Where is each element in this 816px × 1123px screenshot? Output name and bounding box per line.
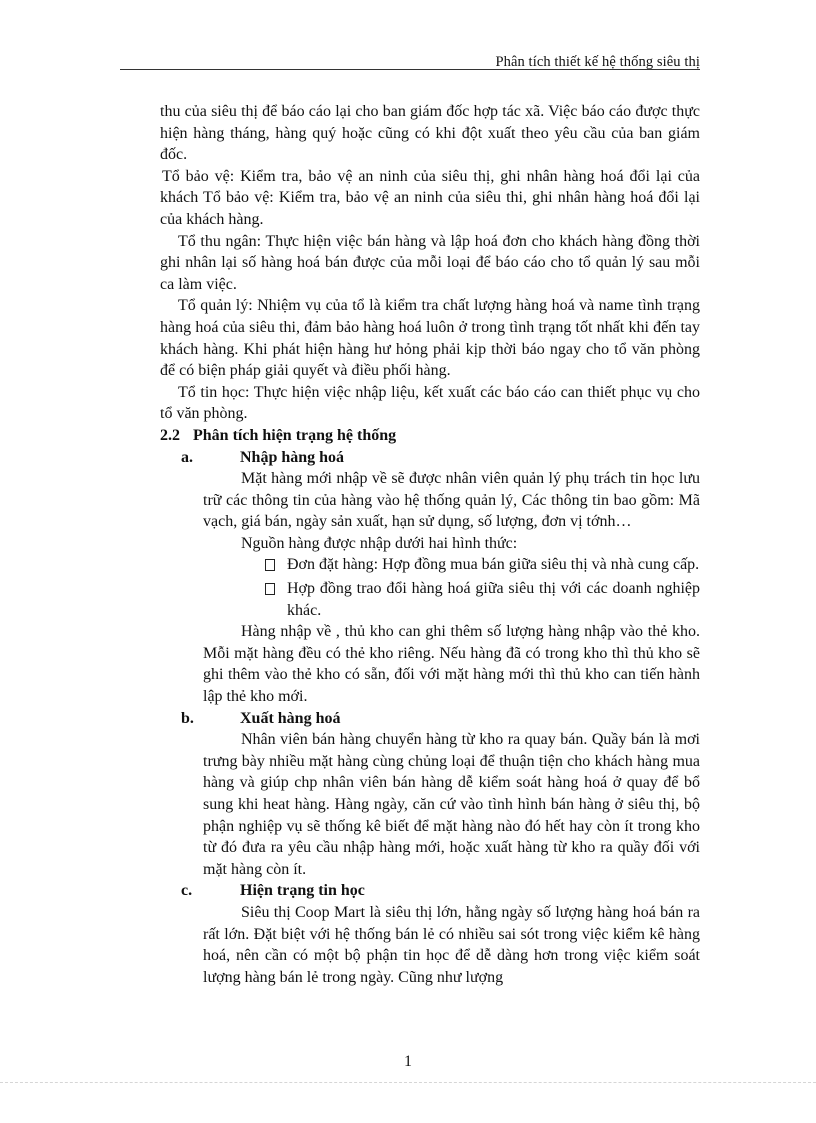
subsection-letter: b. [181,709,194,727]
intro-paragraph-1: thu của siêu thị để báo cáo lại cho ban giám đốc hợp tác xã. Việc báo cáo được thực hiện hàng tháng, hàng quý hoặc cũng có khi đột xuất theo yêu cầu của ban giám đốc. [160,103,700,164]
paragraph: Siêu thị Coop Mart là siêu thị lớn, hằng ngày số lượng hàng hoá bán ra rất lớn. Đặt biệt với hệ thống bán lẻ có nhiều sai sót trong việc kiểm kê hàng hoá, nên cần có một bộ phận tin học để dễ dàng hơn trong việc kiểm soát lượng hàng bán lẻ trong ngày. Cũng như lượng [203,903,700,986]
page-number: 1 [404,1053,412,1070]
list-item [265,554,700,578]
subsection-title: Xuất hàng hoá [240,709,341,727]
section-number: 2.2 [160,426,180,444]
paragraph: Hàng nhập về , thủ kho can ghi thêm số lượng hàng nhập vào thẻ kho. Mỗi mặt hàng đều có thẻ kho riêng. Nếu hàng đã có trong kho thì thủ kho sẽ ghi thêm vào thẻ kho có sẵn, đối với mặt hàng mới thì thủ kho can tiến hành lập thẻ kho mới. [203,623,700,706]
page-boundary-divider [0,1082,816,1083]
section-title: Phân tích hiện trạng hệ thống [193,426,397,444]
section-heading [160,425,700,447]
paragraph: Nguồn hàng được nhập dưới hai hình thức: [241,534,518,552]
subsection-title: Hiện trạng tin học [240,882,365,900]
list-item [265,578,700,621]
subsection-body-a [203,468,700,708]
intro-paragraph-it: Tổ tin học: Thực hiện việc nhập liệu, kết xuất các báo cáo can thiết phục vụ cho tổ văn phòng. [160,383,700,423]
running-header: Phân tích thiết kế hệ thống siêu thị [495,54,700,70]
subsection-letter: a. [181,448,193,466]
intro-paragraph-cashier: Tổ thu ngân: Thực hiện việc bán hàng và lập hoá đơn cho khách hàng đồng thời ghi nhân lại số hàng hoá bán được của mỗi loại để báo cáo cho tổ quản lý sau mỗi ca làm việc. [160,232,700,293]
header-divider [120,69,700,70]
subsection-heading-c [181,880,700,902]
checkbox-bullet-icon [265,578,287,621]
checkbox-bullet-icon [265,554,287,578]
list-item-text: Đơn đặt hàng: Hợp đồng mua bán giữa siêu thị và nhà cung cấp. [287,556,700,574]
intro-paragraph-security: Tổ bảo vệ: Kiểm tra, bảo vệ an ninh của siêu thị, ghi nhân hàng hoá đổi lại của khách Tổ bảo vệ: Kiểm tra, bảo vệ an ninh của siêu thi, ghi nhân hàng hoá đổi lại của khách hàng. [160,167,700,228]
subsection-body-b [203,729,700,880]
intro-paragraph-management: Tổ quản lý: Nhiệm vụ của tổ là kiểm tra chất lượng hàng hoá và name tình trạng hàng hoá của siêu thi, đảm bảo hàng hoá luôn ở trong tình trạng tốt nhất khi đến tay khách hàng. Khi phát hiện hàng hư hỏng phải kịp thời báo ngay cho tổ văn phòng để có biện pháp giải quyết và điều phối hàng. [160,297,700,380]
paragraph: Nhân viên bán hàng chuyển hàng từ kho ra quay bán. Quầy bán là mơi trưng bày nhiều mặt hàng cùng chủng loại để thuận tiện cho khách hàng mua hàng và giúp chp nhân viên bán hàng dễ kiểm soát hàng hoá ở quay để bổ sung khi heat hàng. Hàng ngày, căn cứ vào tình hình bán hàng ở siêu thị, bộ phận nghiệp vụ sẽ thống kê biết để mặt hàng nào đó hết hay còn ít trong kho từ đó đưa ra yêu cầu nhập hàng mới, hoặc xuất hàng từ kho ra quầy đối với mặt hàng còn ít. [203,731,700,878]
document-body [160,101,700,988]
subsection-letter: c. [181,882,193,900]
subsection-heading-b [181,708,700,730]
subsection-body-c [203,902,700,988]
list-item-text: Hợp đồng trao đổi hàng hoá giữa siêu thị với các doanh nghiệp khác. [287,580,700,619]
subsection-heading-a [181,447,700,469]
paragraph: Mặt hàng mới nhập về sẽ được nhân viên quản lý phụ trách tin học lưu trữ các thông tin của hàng vào hệ thống quản lý, Các thông tin bao gồm: Mã vạch, giá bán, ngày sản xuất, hạn sử dụng, số lượng, đơn vị tớnh… [203,470,700,531]
subsection-title: Nhập hàng hoá [240,448,345,466]
